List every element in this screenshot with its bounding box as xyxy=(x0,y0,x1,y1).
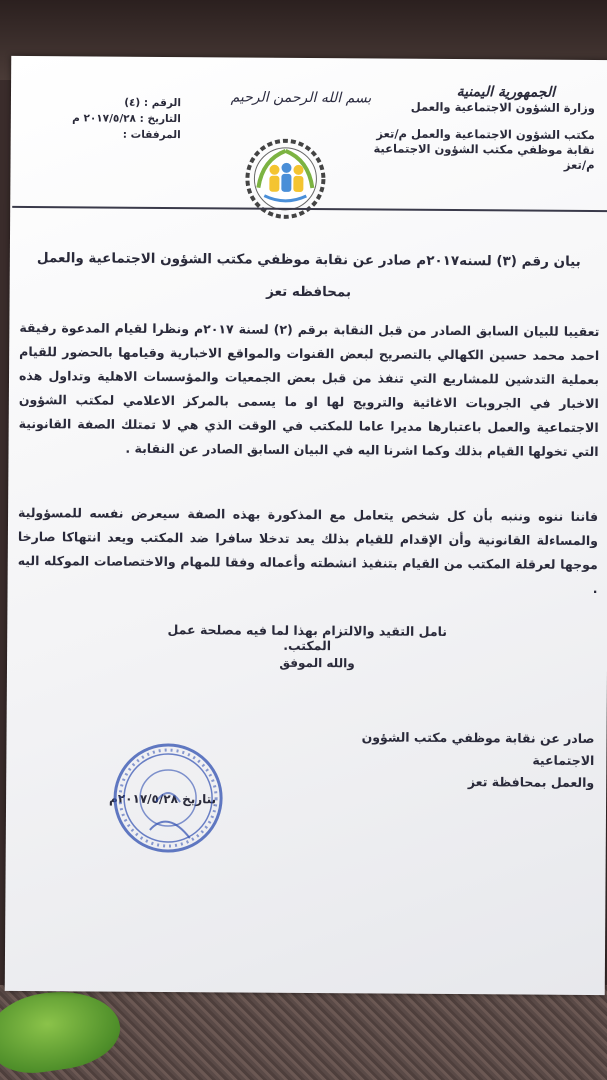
letterhead-right xyxy=(364,84,595,173)
signature-block xyxy=(304,726,594,794)
regards-line: والله الموفق xyxy=(279,655,355,671)
basmala: بسم الله الرحمن الرحيم xyxy=(230,89,372,107)
signature-line-1: صادر عن نقابة موظفي مكتب الشؤون الاجتماعية xyxy=(361,729,595,769)
closing-line: نامل التقيد والالتزام بهذا لما فيه مصلحة عمل المكتب. xyxy=(167,622,448,654)
ministry-name: وزارة الشؤون الاجتماعية والعمل xyxy=(410,99,595,115)
document-sheet xyxy=(5,56,607,995)
reference-block xyxy=(31,94,181,143)
paragraph-2: فاننا ننوه وننبه بأن كل شخص يتعامل مع المذكورة بهذه الصفة سيعرض نفسه للمسؤولية والمساءلة القانونية وأن الإقدام للقيام بذلك يعد تدخلا سافرا ضد المكتب ويعد انتهاكا صارخا موجها لعرقلة المكتب من القيام بتنفيذ انشطته وأعماله وفقا للمهام والاختصاصات الموكله اليه . xyxy=(17,504,599,597)
ref-number: الرقم : (٤) xyxy=(124,96,181,110)
signature-date: بتاريخ ٢٠١٧/٥/٢٨م xyxy=(109,791,217,807)
ref-date: التاريخ : ٢٠١٧/٥/٢٨ م xyxy=(72,112,181,126)
statement-title-city: بمحافظه تعز xyxy=(266,283,352,301)
paragraph-1: تعقيبا للبيان السابق الصادر من قبل النقابة برقم (٢) لسنة ٢٠١٧م ونظرا لقيام المدعوة رفيقة احمد محمد حسين الكهالي بالتصريح لبعض القنوات والمواقع الاخبارية وقيامها بالحضور للقيام بعملية التدشين للمشاريع التي تنفذ من قبل بعض الجمعيات والمؤسسات الاهلية وتداول هذه الاخبار في الجروبات الاغاثية والترويج لها او ما يسمى بالمركز الاعلامي لمكتب الشؤون الاجتماعية والعمل باعتبارها مديرا عاما للمكتب في الوقت الذي هي لا تمتلك الصفة القانونية التي تخولها القيام بذلك وكما اشرنا اليه في البيان السابق الصادر عن النقابة . xyxy=(18,319,600,460)
signature-line-2: والعمل بمحافظة تعز xyxy=(467,774,595,791)
ref-attachments: المرفقات : xyxy=(122,128,181,142)
statement-title: بيان رقم (٣) لسنه٢٠١٧م صادر عن نقابة موظفي مكتب الشؤون الاجتماعية والعمل xyxy=(36,250,581,270)
office-name: مكتب الشؤون الاجتماعية والعمل م/تعز xyxy=(376,126,595,142)
union-city: م/تعز xyxy=(563,157,595,172)
union-name: نقابة موظفي مكتب الشؤون الاجتماعية xyxy=(373,141,595,157)
republic-name: الجمهورية اليمنية xyxy=(456,84,556,101)
official-stamp-icon xyxy=(110,740,227,857)
